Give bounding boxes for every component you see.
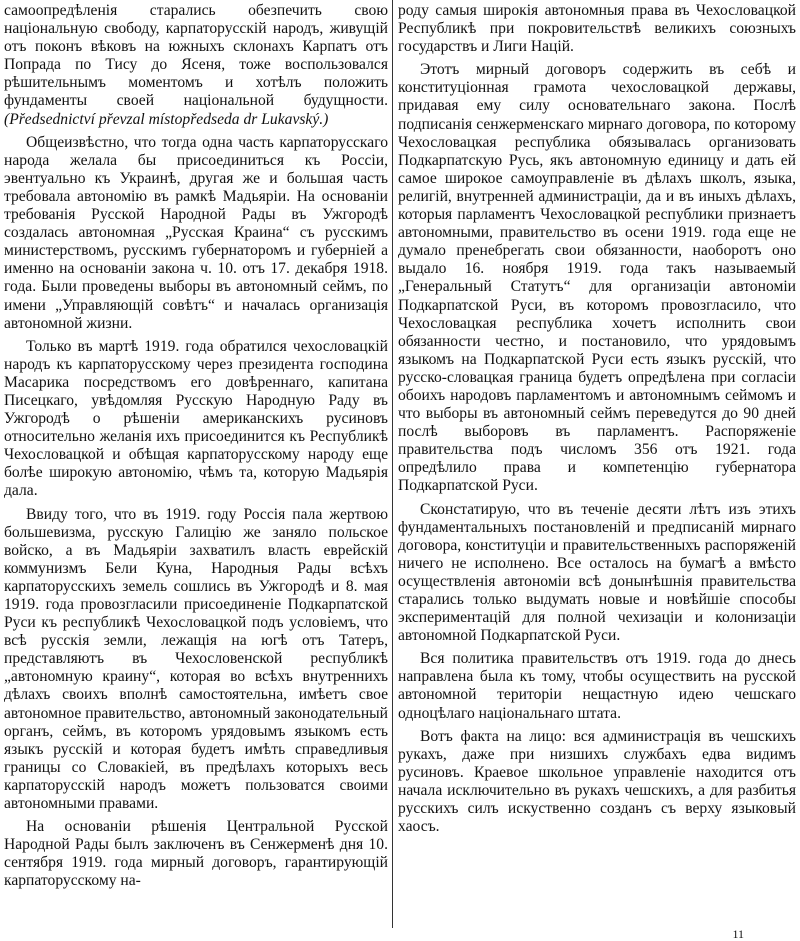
page-number: 11: [732, 927, 744, 941]
paragraph-central-rada: На основаніи рѣшенія Центральной Русской Народной Рады былъ заключенъ въ Сенжерменѣ дня 10. сентября 1919. года мирный договоръ, гарантирующій карпаторусскому на-: [4, 818, 388, 890]
paragraph-autonomy-rights: роду самыя широкія автономныя права въ Чехословацкой Республикѣ при покровительствѣ великихъ союзныхъ государствъ и Лиги Націй.: [398, 2, 796, 56]
paragraph-general-knowledge: Общеизвѣстно, что тогда одна часть карпаторусскаго народа желала бы присоединиться къ Россіи, эвентуально къ Украинѣ, другая же и большая часть требовала автономію въ рамкѣ Мадьяріи. На основаніи требованія Русской Народной Рады въ Ужгородѣ создалась автономная „Русская Краина“ съ русскимъ министерствомъ, русскимъ губернаторомъ и губерніей а именно на основаніи закона ч. 10. отъ 17. декабря 1918. года. Были проведены выборы въ автономный сеймъ, по имени „Управляющій совѣтъ“ и началась организація автономной жизни.: [4, 133, 388, 332]
right-column: [398, 2, 796, 841]
paragraph-facts: Вотъ факта на лицо: вся администрація въ чешскихъ рукахъ, даже при низшихъ службахъ едва видимъ русиновъ. Краевое школьное управленіе находится отъ начала исключительно въ рукахъ чешскихъ, а для разбитья русскихъ силъ искуственно созданъ съ верху языковый хаосъ.: [398, 727, 796, 836]
paragraph-in-view-of: Ввиду того, что въ 1919. году Россія пала жертвою большевизма, русскую Галицію же заняло польское войско, а въ Мадьяріи захватилъ власть еврейскій коммунизмъ Бели Куна, Народныя Рады всѣхъ карпаторусскихъ земель сошлись въ Ужгородѣ и 8. мая 1919. года провозгласили присоединеніе Подкарпатской Руси къ республикѣ Чехословацкой подъ условіемъ, что всѣ русскія земли, лежащія на югѣ отъ Татеръ, представляютъ въ Чехословенской республикѣ „автономную краину“, которая во всѣхъ внутреннихъ дѣлахъ своихъ вполнѣ самостоятельна, имѣетъ свое автономное правительство, автономный законодательный органъ, сеймъ, въ которомъ урядовымъ языкомъ есть языкъ русскій и которая будетъ имѣть справедливыя границы со Словакіей, въ предѣлахъ которыхъ весь карпаторусскій народъ можетъ пользоватся своими автономными правами.: [4, 505, 388, 813]
paragraph-march-1919: Только въ мартѣ 1919. года обратился чехословацкій народъ къ карпаторусскому через президента господина Масарика посредствомъ его довѣреннаго, капитана Писецкаго, увѣдомляя Русскую Народную Раду въ Ужгородѣ о рѣшеніи американскихъ русиновъ относительно желанія ихъ присоединится къ Республикѣ Чехословацкой и обѣщая карпаторусскому народу еще болѣе широкую автономію, чѣмъ та, которую Мадьярія дала.: [4, 337, 388, 500]
paragraph-text: самоопредѣленія старались обезпечить свою національную свободу, карпаторусскій народъ, живущій отъ поконъ вѣковъ на южныхъ склонахъ Карпатъ отъ Попрада по Тису до Ясеня, тоже воспользовался рѣшительнымъ моментомъ и хотѣлъ положить фундаменты своей національной будущности.: [4, 2, 388, 110]
paragraph-policy: Вся политика правительствъ отъ 1919. года до днесь направлена была къ тому, чтобы осуществить на русской автономной територіи нещастную идею чешскаго однoцѣлаго національнаго штата.: [398, 650, 796, 722]
paragraph-ten-years: Сконстатирую, что въ теченіе десяти лѣтъ изъ этихъ фундаментальныхъ постановленій и предписаній мирнаго договора, конституціи и правительственныхъ распоряженій ничего не исполнено. Все осталось на бумагѣ а вмѣсто осуществленія автономіи всѣ донынѣшнія правительства старались только выдумать новые и новѣйшіе способы экспериментацій для полной чехизаціи и колонизаціи автономной Подкарпатской Руси.: [398, 500, 796, 645]
column-divider: [392, 0, 393, 928]
paragraph-peace-treaty: Этотъ мирный договоръ содержить въ себѣ и конституціонная грамота чехословацкой державы, придавая ему силу основательнаго закона. Послѣ подписанія сенжерменскаго мирнаго договора, по которому Чехословацкая республика обязывалась организовать Подкарпатскую Русь, якъ автономную единицу и дать ей самое широкое самоуправленіе въ дѣлахъ школъ, языка, религій, внутренней администраціи, да и въ иныхъ дѣлахъ, которыя парламентъ Чехословацкой республики признаетъ автономными, правительство въ осени 1919. года еще не думало пренебрегать свои обязанности, наоборотъ оно выдало 16. ноября 1919. года такъ называемый „Генеральный Статутъ“ для организаціи автономіи Подкарпатской Руси, въ которомъ провозгласило, что Чехословацкая республика хочетъ исполнить свои обязанности честно, и постановило, что урядовымъ языкомъ на Подкарпатской Руси есть языкъ русскій, что русско-словацкая граница будетъ опредѣлена при согласіи обоихъ народовъ парламентомъ и автономнымъ сеймомъ и что выборы въ автономный сеймъ переведутся до 90 дней послѣ выборовъ въ парламентъ. Распоряженіе правительства подъ числомъ 356 отъ 1921. года опредѣлило права и компетенцію губернатора Подкарпатской Руси.: [398, 61, 796, 495]
chair-note: (Předsednictví převzal místopředseda dr Lukavský.): [4, 110, 329, 128]
left-column: [4, 2, 388, 896]
paragraph-self-determination: [4, 2, 388, 129]
